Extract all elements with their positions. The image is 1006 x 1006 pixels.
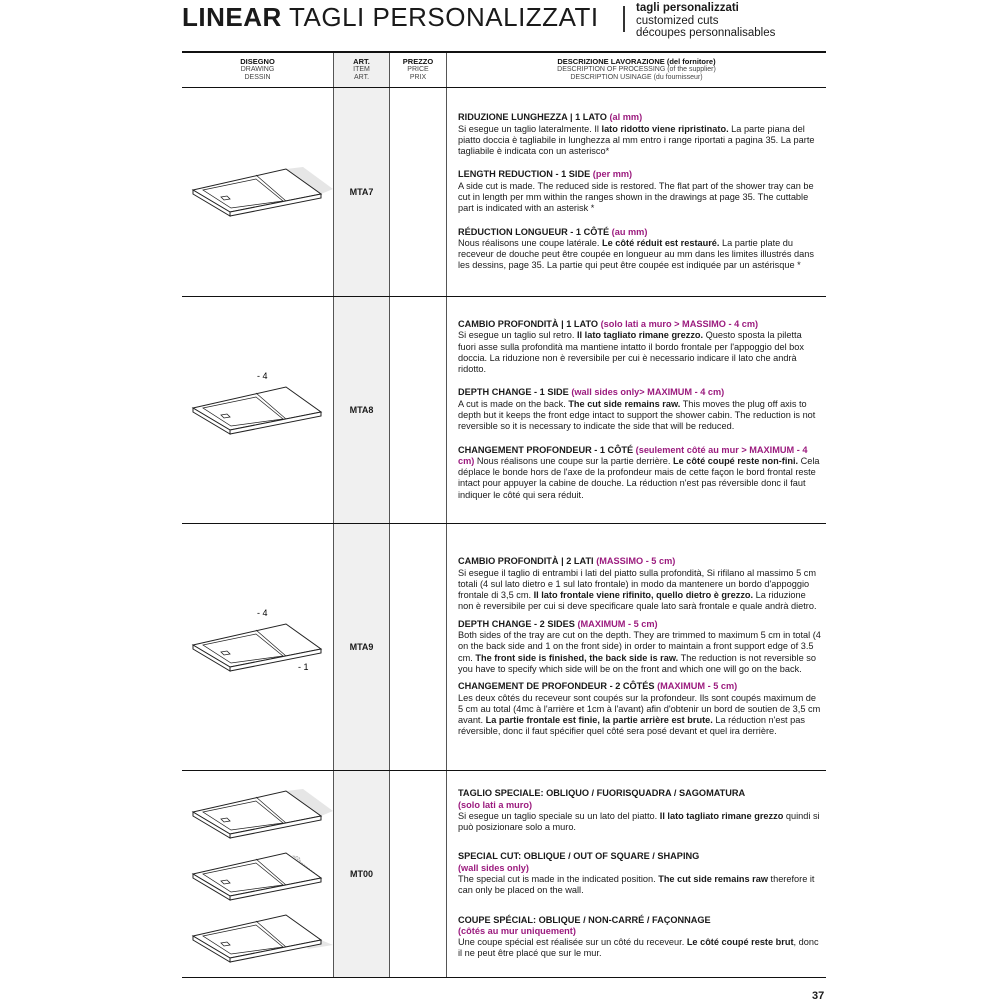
block-title: SPECIAL CUT: OBLIQUE / OUT OF SQUARE / SHAPING [458,851,700,862]
page-number: 37 [812,990,825,1002]
body-text: quindi si può posizionare solo a muro. [458,810,820,833]
block-note: (seulement côté au mur > MAXIMUM - 4 cm) [458,444,808,466]
cut-label: - 4 [256,371,268,381]
price-cell [390,88,447,296]
table-row [182,524,826,771]
description-block [458,681,822,737]
block-note: (côtés au mur uniquement) [458,925,576,936]
description-cell [447,524,826,770]
header-price [390,53,447,87]
description-cell [447,771,826,977]
cut-label: - 1 [297,662,309,672]
header-label-en: ITEM [353,66,370,73]
body-emphasis: The front side is finished, the back side is raw. [475,652,679,663]
header-label: PREZZO [402,57,434,66]
block-note: (solo lati a muro > MASSIMO - 4 cm) [600,318,759,329]
cuts-table [182,51,826,978]
body-text: Both sides of the tray are cut on the depth. They are trimmed to maximum 5 cm in total (4 on the back side and 1 on the front side) in order to maintain a front support edge of 3.5 cm. [458,630,821,663]
body-text: This moves the plug off axis to depth but it keeps the front edge intact to support the shower cabin. The reduction is not reversible so it is necessary to indicate the side that will be reduced. [458,398,816,432]
tray-drawing [183,905,333,967]
block-title: DEPTH CHANGE - 1 SIDE [458,387,569,398]
block-title: RIDUZIONE LUNGHEZZA | 1 LATO [458,112,607,123]
body-text: La partie plate du receveur de douche peut être coupée en longueur au mm dans les limites illustrés dans les dessins, page 35. La partie qui peut être coupée est indiquée par un astérisque * [458,237,814,271]
description-block [458,169,822,214]
body-emphasis: Il lato tagliato rimane grezzo. [577,330,704,341]
tray-drawing [183,147,333,237]
drawing-cell [182,297,334,523]
tray-drawing [183,365,333,455]
article-code: MT00 [334,771,390,977]
header-label: DISEGNO [240,57,275,66]
body-emphasis: The cut side remains raw [658,874,768,884]
description-cell [447,297,826,523]
article-code: MTA9 [334,524,390,770]
subtitle-fr: découpes personnalisables [636,27,776,39]
body-emphasis: lato ridotto viene ripristinato. [601,123,729,134]
description-block [458,112,822,157]
body-text: Si esegue un taglio sul retro. [458,330,577,341]
table-row [182,771,826,978]
block-note: (MAXIMUM - 5 cm) [657,681,738,692]
header-label: DESCRIZIONE LAVORAZIONE (del fornitore) [557,57,716,66]
subtitle-divider [623,6,625,32]
header-label-en: DRAWING [240,66,275,73]
description-block [458,227,822,272]
body-text: Questo sposta la piletta fuori asse sulla profondità ma mantiene intatto il bordo frontale per l'appoggio del box doccia. La riduzione non è reversibile per cui è necessario indicare il lato che andrà ridotto. [458,330,804,375]
description-block [458,619,822,675]
block-note: (MAXIMUM - 5 cm) [577,618,658,629]
subtitle-en: customized cuts [636,14,719,27]
block-title: RÉDUCTION LONGUEUR - 1 CÔTÉ [458,226,610,237]
body-emphasis: Le côté réduit est restauré. [602,237,720,248]
description-block [458,387,822,432]
price-cell [390,524,447,770]
body-text: Si esegue un taglio lateralmente. Il [458,123,602,134]
cut-label: - 4 [256,608,268,618]
table-row [182,88,826,297]
drawing-cell [182,524,334,770]
header-label-fr: ART. [353,74,370,81]
article-code: MTA7 [334,88,390,296]
description-block [458,915,822,960]
body-text: La réduction n'est pas réversible, donc il faut spécifier quel côté sera posé devant et quel ira derrière. [458,715,805,737]
body-emphasis: La partie frontale est finie, la partie arrière est brute. [485,715,713,726]
body-text: A side cut is made. The reduced side is restored. The flat part of the shower tray can be cut in length per mm within the ranges shown in the drawings at page 35. The cuttable part is indicated with an asterisk * [458,180,814,214]
header-label-en: PRICE [407,66,429,73]
block-title: TAGLIO SPECIALE: OBLIQUO / FUORISQUADRA / SAGOMATURA [458,788,746,799]
brand-name: LINEAR [182,2,282,32]
description-block [458,851,822,896]
header-label-fr: DESCRIPTION USINAGE (du fournisseur) [570,74,703,81]
block-note: (wall sides only> MAXIMUM - 4 cm) [571,387,725,398]
header-drawing [182,53,334,87]
body-emphasis: Le côté coupé reste brut [686,937,794,948]
body-text: The special cut is made in the indicated position. [458,874,659,884]
tray-drawing [183,602,333,692]
block-title: COUPE SPÉCIAL: OBLIQUE / NON-CARRÉ / FAÇONNAGE [458,914,711,925]
description-cell [447,88,826,296]
header-label: ART. [353,57,370,66]
body-text: Une coupe spécial est réalisée sur un côté du receveur. [458,937,687,948]
body-text: Les deux côtés du receveur sont coupés sur la profondeur. Ils sont coupés maximum de 5 cm au total (4mc à l'arrière et 1cm à l'avant) afin d'obtenir un bord de soutien de 3,5 cm avant. [458,692,821,726]
header-label-en: DESCRIPTION OF PROCESSING (of the supplier) [557,66,716,73]
body-text: Nous réalisons une coupe sur la partie derrière. [474,455,674,466]
table-row [182,297,826,524]
body-emphasis: Le côté coupé reste non-fini. [673,455,799,466]
block-note: (solo lati a muro) [458,799,533,810]
description-block [458,556,822,612]
description-block [458,445,822,501]
body-text: A cut is made on the back. [458,398,569,409]
tray-drawing [183,843,333,905]
block-title: CAMBIO PROFONDITÀ | 1 LATO [458,318,599,329]
block-note: (al mm) [609,112,643,123]
body-text: , donc il ne peut être placé que sur le mur. [458,937,819,959]
drawing-cell [182,771,334,977]
body-emphasis: The cut side remains raw. [568,398,681,409]
body-emphasis: Il lato frontale viene rifinito, quello dietro è grezzo. [533,590,754,601]
body-text: The reduction is not reversible so you have to specify which side will be on the front and which one will go on the back. [458,652,816,674]
body-text: La riduzione non è reversibile per cui si deve specificare quale lato sarà frontale e quale andrà dietro. [458,590,817,612]
body-emphasis: Il lato tagliato rimane grezzo [659,810,784,821]
description-block [458,319,822,375]
table-header [182,53,826,88]
page-title [182,2,599,33]
body-text: therefore it can only be placed on the wall. [458,874,815,896]
block-title: DEPTH CHANGE - 2 SIDES [458,618,575,629]
article-code: MTA8 [334,297,390,523]
header-description [447,53,826,87]
price-cell [390,297,447,523]
drawing-cell [182,88,334,296]
block-title: LENGTH REDUCTION - 1 SIDE [458,169,591,180]
title-text: TAGLI PERSONALIZZATI [289,2,599,32]
header-label-fr: DESSIN [244,74,271,81]
tray-drawing [183,781,333,843]
header-art [334,53,390,87]
header-label-fr: PRIX [409,74,427,81]
body-text: Nous réalisons une coupe latérale. [458,237,603,248]
body-text: Si esegue un taglio speciale su un lato del piatto. [458,810,660,821]
block-note: (au mm) [611,226,648,237]
block-note: (per mm) [592,169,633,180]
body-text: Si esegue il taglio di entrambi i lati del piatto sulla profondità, Si rifilano al massimo 5 cm totali (4 sul lato dietro e 1 sul lato frontale) in modo da mantenere un bordo d'appoggio frontale di 3,5 cm. [458,567,816,601]
block-note: (MASSIMO - 5 cm) [596,556,676,567]
description-block [458,788,822,833]
body-text: Cela déplace le bonde hors de l'axe de la profondeur mais de cette façon le bord frontal reste intact pour appuyer la cabine de douche. La réduction n'est pas réversible donc il faut indiquer le côté qui sera réduit. [458,455,820,500]
block-title: CHANGEMENT DE PROFONDEUR - 2 CÔTÉS [458,681,658,692]
price-cell [390,771,447,977]
block-title: CHANGEMENT PROFONDEUR - 1 CÔTÉ [458,444,634,455]
subtitle-it: tagli personalizzati [636,2,739,14]
block-title: CAMBIO PROFONDITÀ | 2 LATI [458,556,594,567]
block-note: (wall sides only) [458,862,529,873]
subtitle [636,2,775,40]
body-text: La parte piana del piatto doccia è tagliabile in lunghezza al mm entro i range riportati a pagina 35. La parte tagliabile è indicata con un asterisco* [458,123,815,157]
